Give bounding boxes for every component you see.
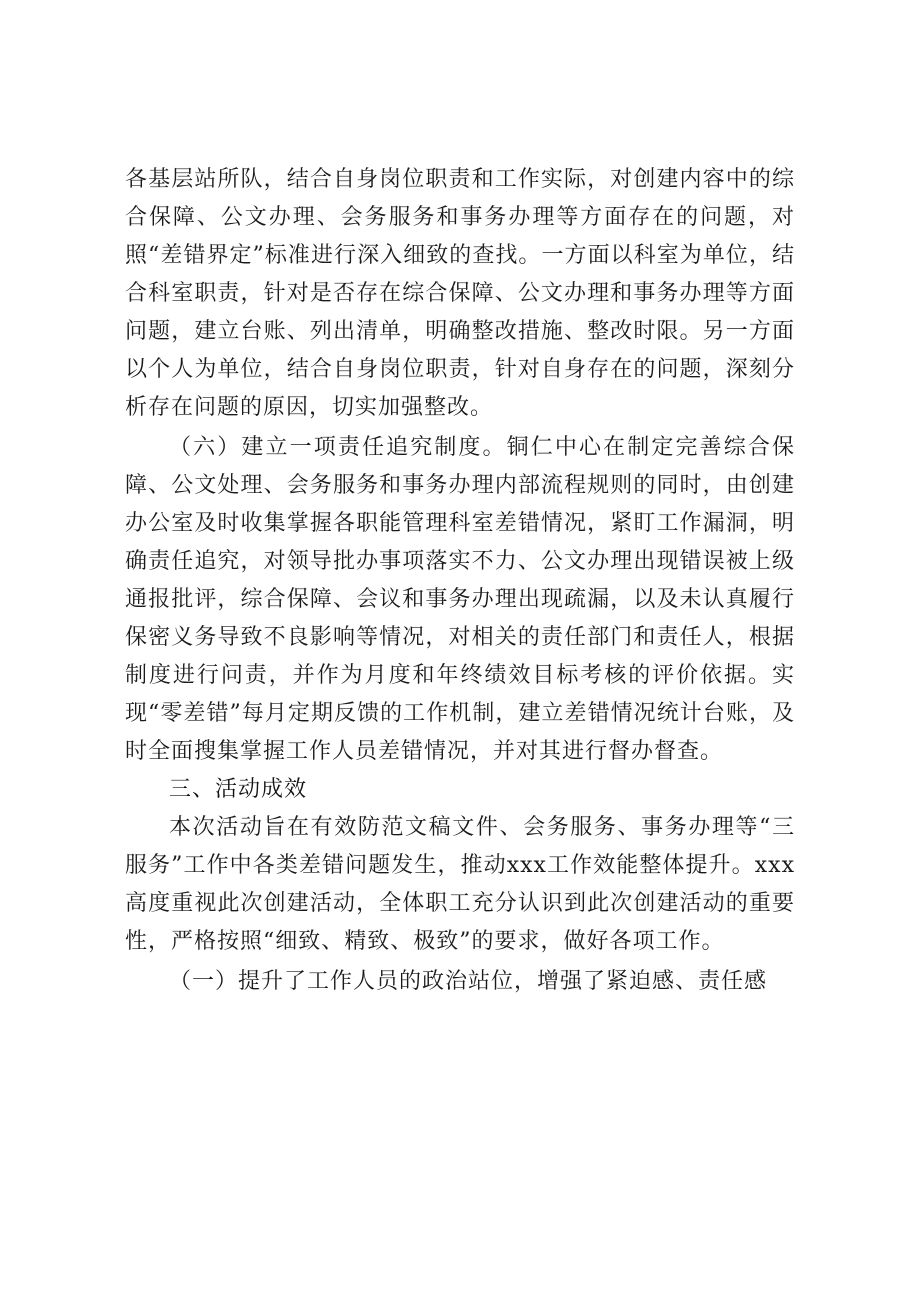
paragraph-political-standing: （一）提升了工作人员的政治站位，增强了紧迫感、责任感	[169, 969, 768, 994]
paragraph-continuation: 各基层站所队，结合自身岗位职责和工作实际，对创建内容中的综合保障、公文办理、会务服务和事务办理等方面存在的问题，对照“差错界定”标准进行深入细致的查找。一方面以科室为单位，结合科室职责，针对是否存在综合保障、公文办理和事务办理等方面问题，建立台账、列出清单，明确整改措施、整改时限。另一方面以个人为单位，结合自身岗位职责，针对自身存在的问题，深刻分析存在问题的原因，切实加强整改。	[125, 167, 795, 420]
paragraph-activity-summary: 本次活动旨在有效防范文稿文件、会务服务、事务办理等“三服务”工作中各类差错问题发生，推动xxx工作效能整体提升。xxx高度重视此次创建活动，全体职工充分认识到此次创建活动的重要性，严格按照“细致、精致、极致”的要求，做好各项工作。	[125, 815, 795, 954]
document-body	[125, 161, 795, 1001]
paragraph-responsibility-system: （六）建立一项责任追究制度。铜仁中心在制定完善综合保障、公文处理、会务服务和事务办理内部流程规则的同时，由创建办公室及时收集掌握各职能管理科室差错情况，紧盯工作漏洞，明确责任追究，对领导批办事项落实不力、公文办理出现错误被上级通报批评，综合保障、会议和事务办理出现疏漏，以及未认真履行保密义务导致不良影响等情况，对相关的责任部门和责任人，根据制度进行问责，并作为月度和年终绩效目标考核的评价依据。实现“零差错”每月定期反馈的工作机制，建立差错情况统计台账，及时全面搜集掌握工作人员差错情况，并对其进行督办督查。	[125, 435, 795, 764]
section-heading-results: 三、活动成效	[169, 777, 308, 802]
